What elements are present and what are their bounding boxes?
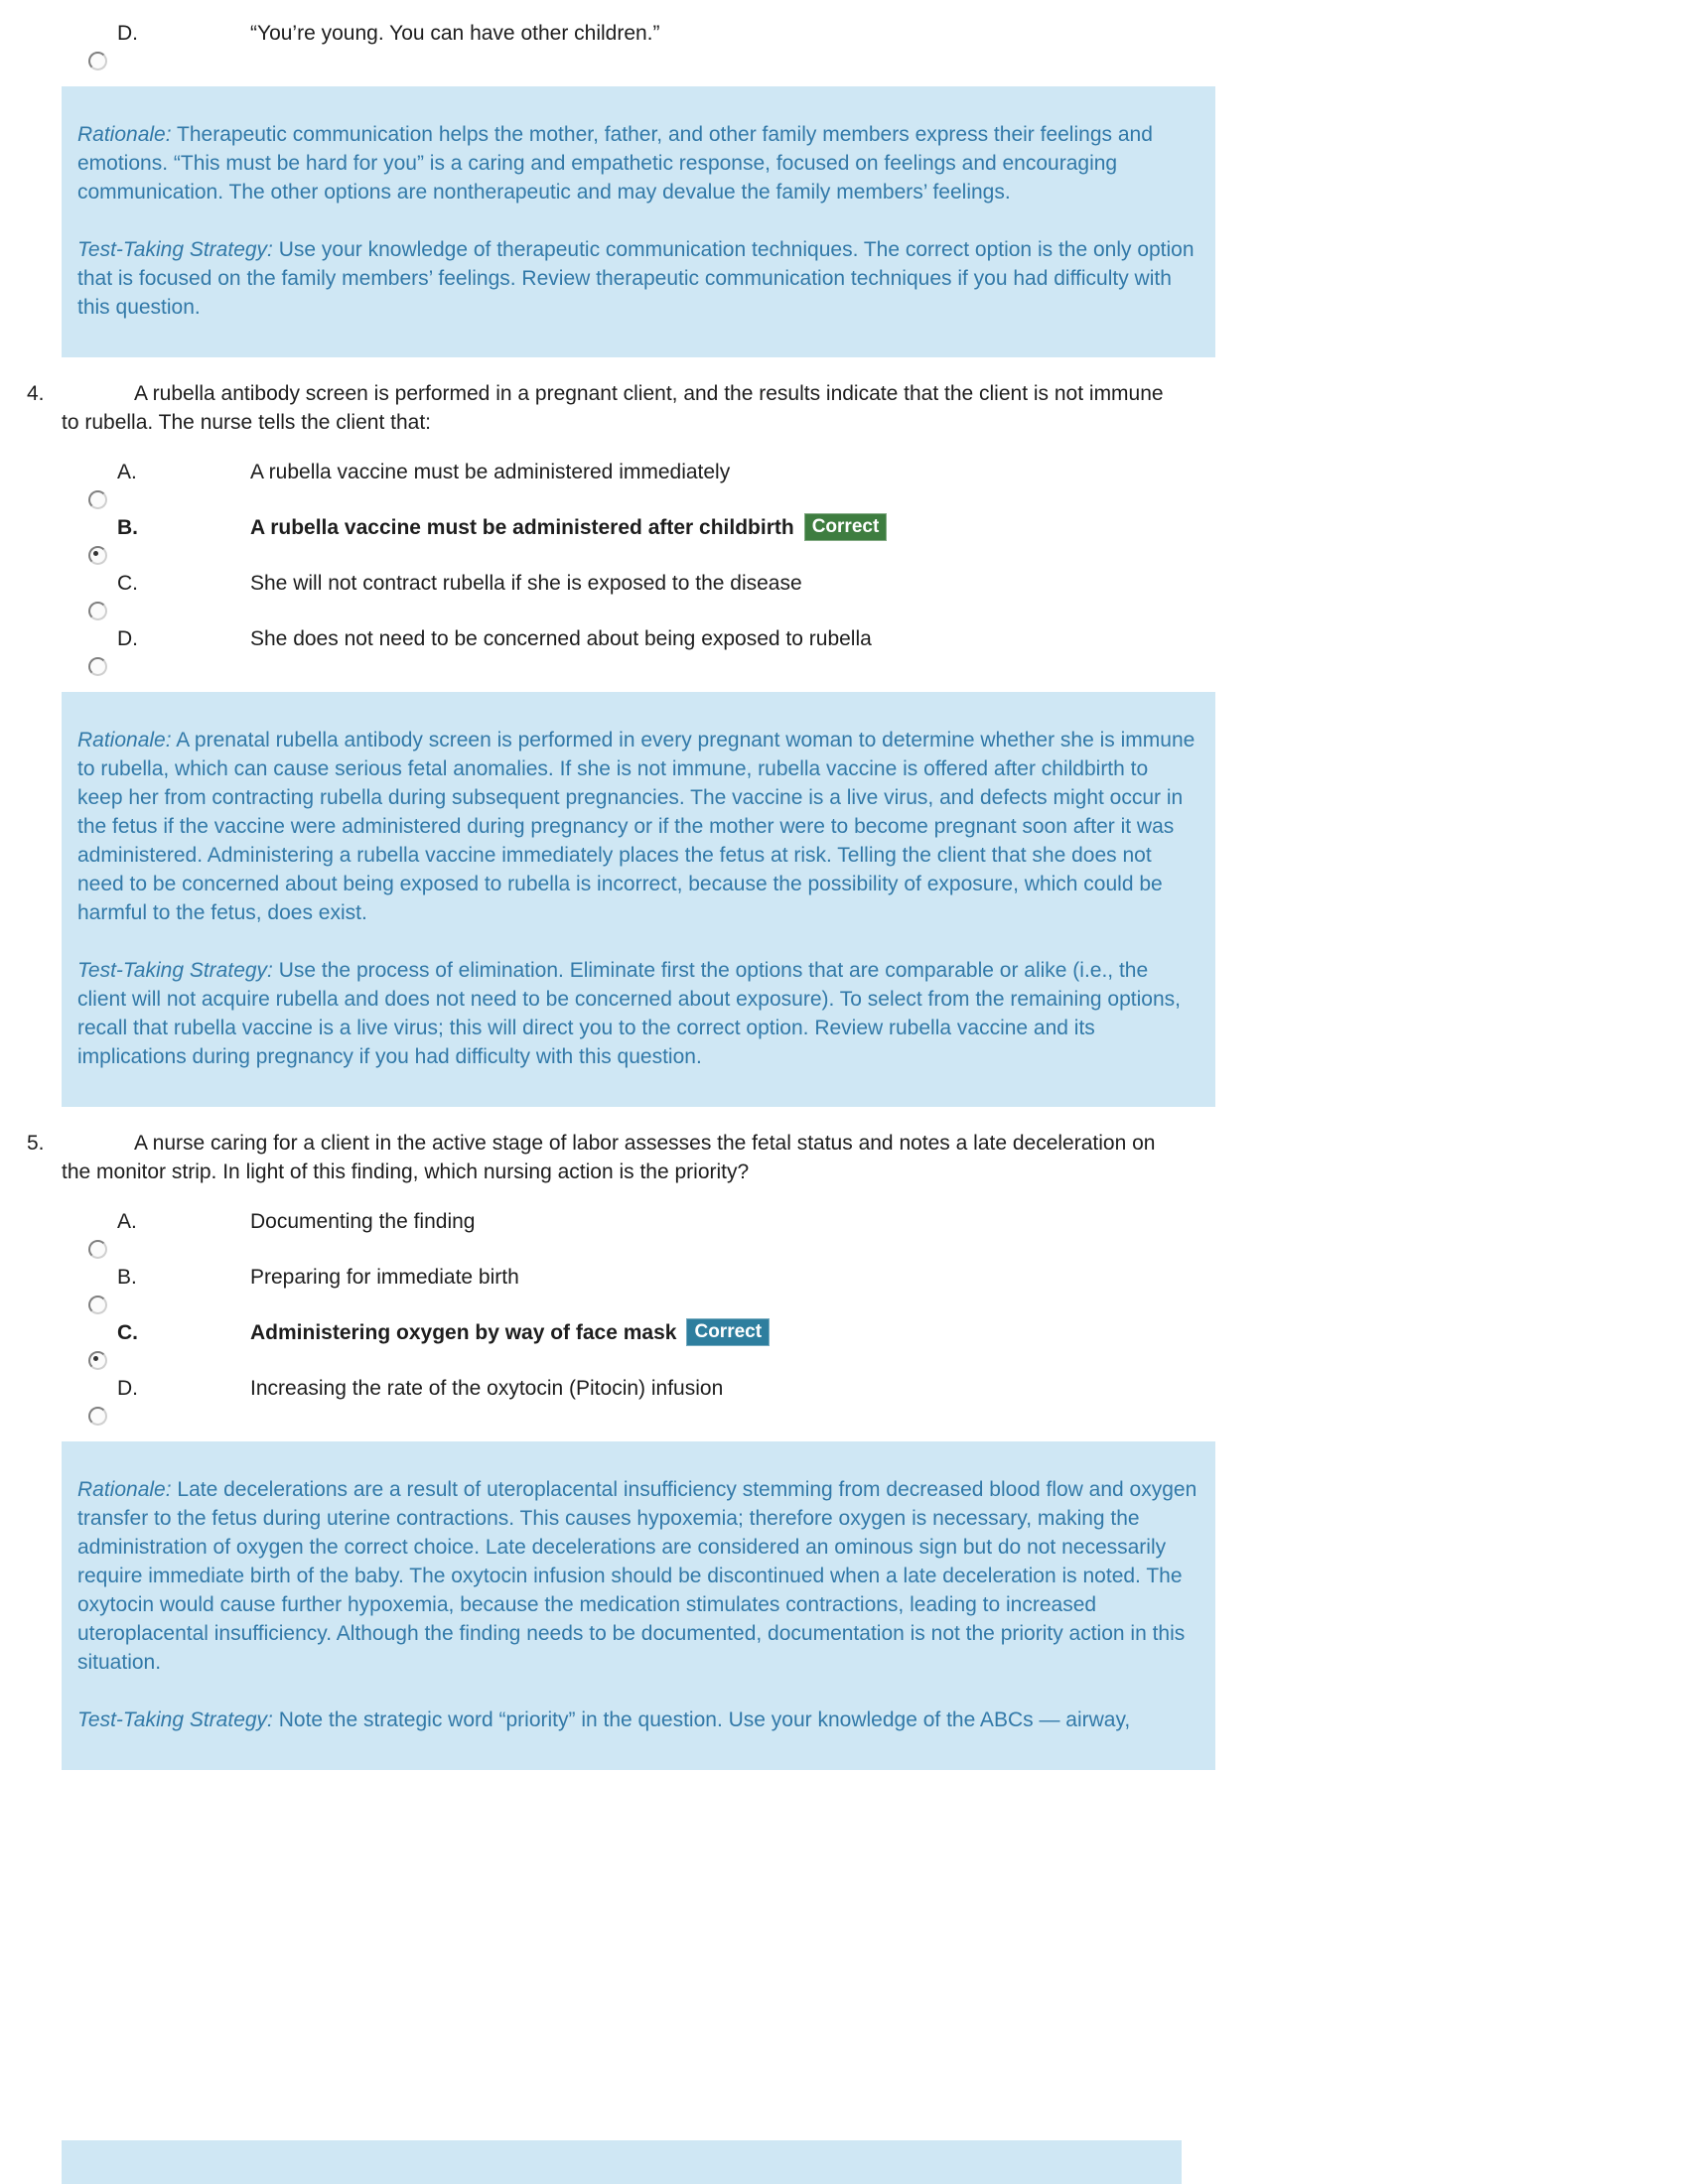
option-text: Preparing for immediate birth	[250, 1266, 519, 1289]
radio-button[interactable]	[88, 657, 107, 676]
radio-row	[0, 653, 1688, 680]
option-letter: A.	[117, 1210, 137, 1233]
option-text: Documenting the finding	[250, 1210, 476, 1233]
option-letter: D.	[117, 627, 138, 650]
rationale-paragraph	[77, 120, 1197, 206]
radio-row	[0, 1236, 1688, 1263]
answer-option-d	[117, 19, 1150, 48]
strategy-text: Use your knowledge of therapeutic communication techniques. The correct option is the only option that is focused on the family members’ feelings. Review therapeutic communication techniques if you had difficulty with this question.	[77, 238, 1195, 319]
radio-row	[0, 542, 1688, 569]
strategy-paragraph	[77, 1706, 1197, 1734]
answer-option-d	[117, 624, 1150, 653]
question-text: A rubella antibody screen is performed in a pregnant client, and the results indicate that the client is not immune to rubella. The nurse tells the client that:	[62, 382, 1164, 434]
question-text: A nurse caring for a client in the active stage of labor assesses the fetal status and notes a late deceleration on the monitor strip. In light of this finding, which nursing action is the priority?	[62, 1132, 1156, 1183]
option-letter: D.	[117, 22, 138, 45]
radio-button[interactable]	[88, 1240, 107, 1259]
option-letter: D.	[117, 1377, 138, 1400]
rationale-label: Rationale:	[77, 123, 172, 146]
question-4	[0, 379, 1688, 680]
rationale-text: Late decelerations are a result of uteroplacental insufficiency stemming from decreased blood flow and oxygen transfer to the fetus during uterine contractions. This causes hypoxemia; therefore oxygen is necessary, making the administration of oxygen the correct choice. Late decelerations are considered an ominous sign but do not necessarily require immediate birth of the baby. The oxytocin infusion should be discontinued when a late deceleration is noted. The oxytocin would cause further hypoxemia, because the medication stimulates contractions, leading to increased uteroplacental insufficiency. Although the finding needs to be documented, documentation is not the priority action in this situation.	[77, 1478, 1197, 1674]
question-number: 4.	[27, 382, 45, 405]
option-letter: B.	[117, 1266, 137, 1289]
strategy-text: Note the strategic word “priority” in the question. Use your knowledge of the ABCs — airway,	[278, 1708, 1131, 1731]
radio-button-selected[interactable]	[88, 546, 107, 565]
radio-button[interactable]	[88, 1407, 107, 1426]
rationale-paragraph	[77, 726, 1197, 927]
option-text: A rubella vaccine must be administered after childbirth	[250, 516, 794, 539]
strategy-label: Test-Taking Strategy:	[77, 959, 273, 982]
question-5	[0, 1129, 1688, 1430]
radio-row	[0, 1292, 1688, 1318]
strategy-label: Test-Taking Strategy:	[77, 238, 273, 261]
option-text: She does not need to be concerned about being exposed to rubella	[250, 627, 872, 650]
rationale-text: Therapeutic communication helps the mother, father, and other family members express their feelings and emotions. “This must be hard for you” is a caring and empathetic response, focused on feelings and encouraging communication. The other options are nontherapeutic and may devalue the family members’ feelings.	[77, 123, 1153, 204]
option-text: A rubella vaccine must be administered immediately	[250, 461, 731, 483]
question-4-options	[0, 458, 1688, 680]
radio-row	[0, 598, 1688, 624]
correct-badge: Correct	[804, 513, 888, 541]
strategy-paragraph	[77, 235, 1197, 322]
answer-option-a	[117, 458, 1150, 486]
radio-row	[0, 1403, 1688, 1430]
radio-button[interactable]	[88, 490, 107, 509]
strategy-text: Use the process of elimination. Eliminate first the options that are comparable or alike (i.e., the client will not acquire rubella and does not need to be concerned about exposure). To select from the remaining options, recall that rubella vaccine is a live virus; this will direct you to the correct option. Review rubella vaccine and its implications during pregnancy if you had difficulty with this question.	[77, 959, 1181, 1068]
strategy-label: Test-Taking Strategy:	[77, 1708, 273, 1731]
rationale-box-continuation-fragment	[62, 2140, 1182, 2184]
radio-button[interactable]	[88, 52, 107, 70]
answer-option-d	[117, 1374, 1150, 1403]
option-text: She will not contract rubella if she is exposed to the disease	[250, 572, 802, 595]
answer-option-a	[117, 1207, 1150, 1236]
rationale-label: Rationale:	[77, 1478, 172, 1501]
radio-row	[0, 1347, 1688, 1374]
option-letter: B.	[117, 516, 138, 539]
radio-button[interactable]	[88, 602, 107, 620]
radio-row	[0, 48, 1688, 74]
radio-button[interactable]	[88, 1296, 107, 1314]
rationale-label: Rationale:	[77, 729, 172, 751]
option-text: Increasing the rate of the oxytocin (Pitocin) infusion	[250, 1377, 724, 1400]
question-3-tail-options	[0, 19, 1688, 74]
option-letter: C.	[117, 572, 138, 595]
option-text: Administering oxygen by way of face mask	[250, 1321, 677, 1344]
answer-option-c	[117, 1318, 1150, 1347]
rationale-text: A prenatal rubella antibody screen is performed in every pregnant woman to determine whether she is immune to rubella, which can cause serious fetal anomalies. If she is not immune, rubella vaccine is offered after childbirth to keep her from contracting rubella during subsequent pregnancies. The vaccine is a live virus, and defects might occur in the fetus if the vaccine were administered during pregnancy or if the mother were to become pregnant soon after it was administered. Administering a rubella vaccine immediately places the fetus at risk. Telling the client that she does not need to be concerned about being exposed to rubella is incorrect, because the possibility of exposure, which could be harmful to the fetus, does exist.	[77, 729, 1196, 924]
rationale-paragraph	[77, 1475, 1197, 1677]
rationale-box-q5	[62, 1441, 1215, 1770]
strategy-paragraph	[77, 956, 1197, 1071]
radio-row	[0, 486, 1688, 513]
correct-badge: Correct	[686, 1318, 770, 1346]
answer-option-b	[117, 1263, 1150, 1292]
answer-option-c	[117, 569, 1150, 598]
rationale-box-q3	[62, 86, 1215, 357]
answer-option-b	[117, 513, 1150, 542]
option-text: “You’re young. You can have other children.”	[250, 22, 660, 45]
question-number: 5.	[27, 1132, 45, 1155]
option-letter: C.	[117, 1321, 138, 1344]
option-letter: A.	[117, 461, 137, 483]
question-5-options	[0, 1207, 1688, 1430]
radio-button-selected[interactable]	[88, 1351, 107, 1370]
rationale-box-q4	[62, 692, 1215, 1107]
